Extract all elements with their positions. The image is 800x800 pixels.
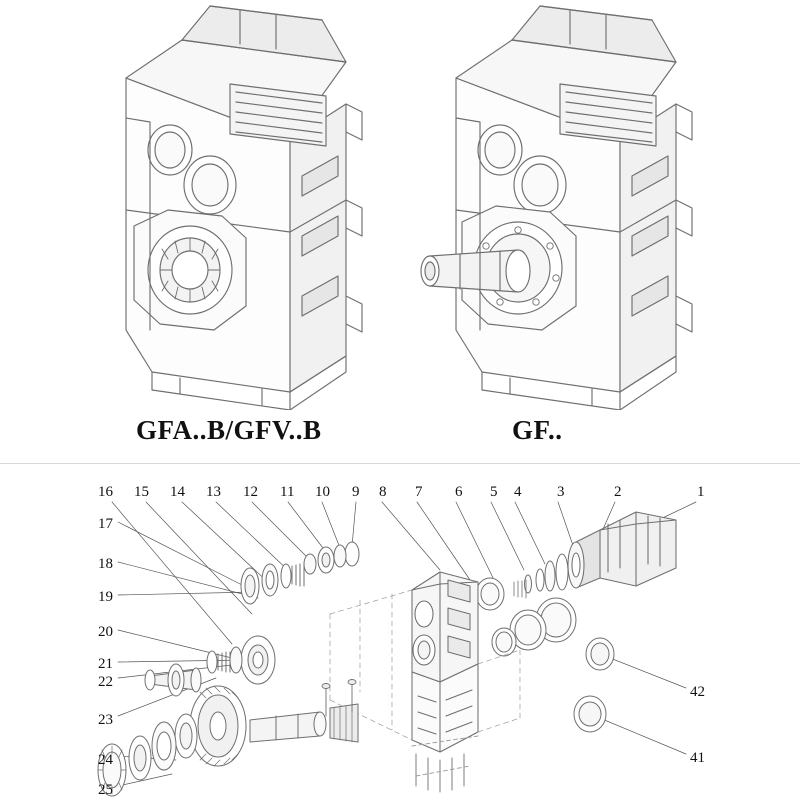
part-number-41: 41 bbox=[690, 750, 705, 766]
part-number-23: 23 bbox=[98, 712, 113, 728]
part-number-16: 16 bbox=[98, 484, 113, 500]
part-number-18: 18 bbox=[98, 556, 113, 572]
part-number-11: 11 bbox=[280, 484, 295, 500]
exploded-view-section bbox=[0, 464, 800, 800]
caption-gf: GF.. bbox=[512, 415, 563, 445]
part-number-10: 10 bbox=[315, 484, 330, 500]
part-number-20: 20 bbox=[98, 624, 113, 640]
gearbox-illustration-left bbox=[90, 0, 400, 410]
part-number-4: 4 bbox=[514, 484, 522, 500]
part-number-24: 24 bbox=[98, 752, 113, 768]
part-number-15: 15 bbox=[134, 484, 149, 500]
part-number-42: 42 bbox=[690, 684, 705, 700]
part-number-7: 7 bbox=[415, 484, 423, 500]
exploded-parts-diagram bbox=[0, 464, 800, 800]
gearbox-illustration-right bbox=[400, 0, 730, 410]
part-number-2: 2 bbox=[614, 484, 622, 500]
part-number-14: 14 bbox=[170, 484, 185, 500]
part-number-17: 17 bbox=[98, 516, 113, 532]
part-number-21: 21 bbox=[98, 656, 113, 672]
part-number-9: 9 bbox=[352, 484, 360, 500]
part-number-12: 12 bbox=[243, 484, 258, 500]
part-number-25: 25 bbox=[98, 782, 113, 798]
caption-gfa-b-gfv-b: GFA..B/GFV..B bbox=[136, 415, 322, 445]
part-number-22: 22 bbox=[98, 674, 113, 690]
part-number-1: 1 bbox=[697, 484, 705, 500]
part-number-8: 8 bbox=[379, 484, 387, 500]
part-number-5: 5 bbox=[490, 484, 498, 500]
part-number-6: 6 bbox=[455, 484, 463, 500]
part-number-19: 19 bbox=[98, 589, 113, 605]
part-number-3: 3 bbox=[557, 484, 565, 500]
part-number-13: 13 bbox=[206, 484, 221, 500]
